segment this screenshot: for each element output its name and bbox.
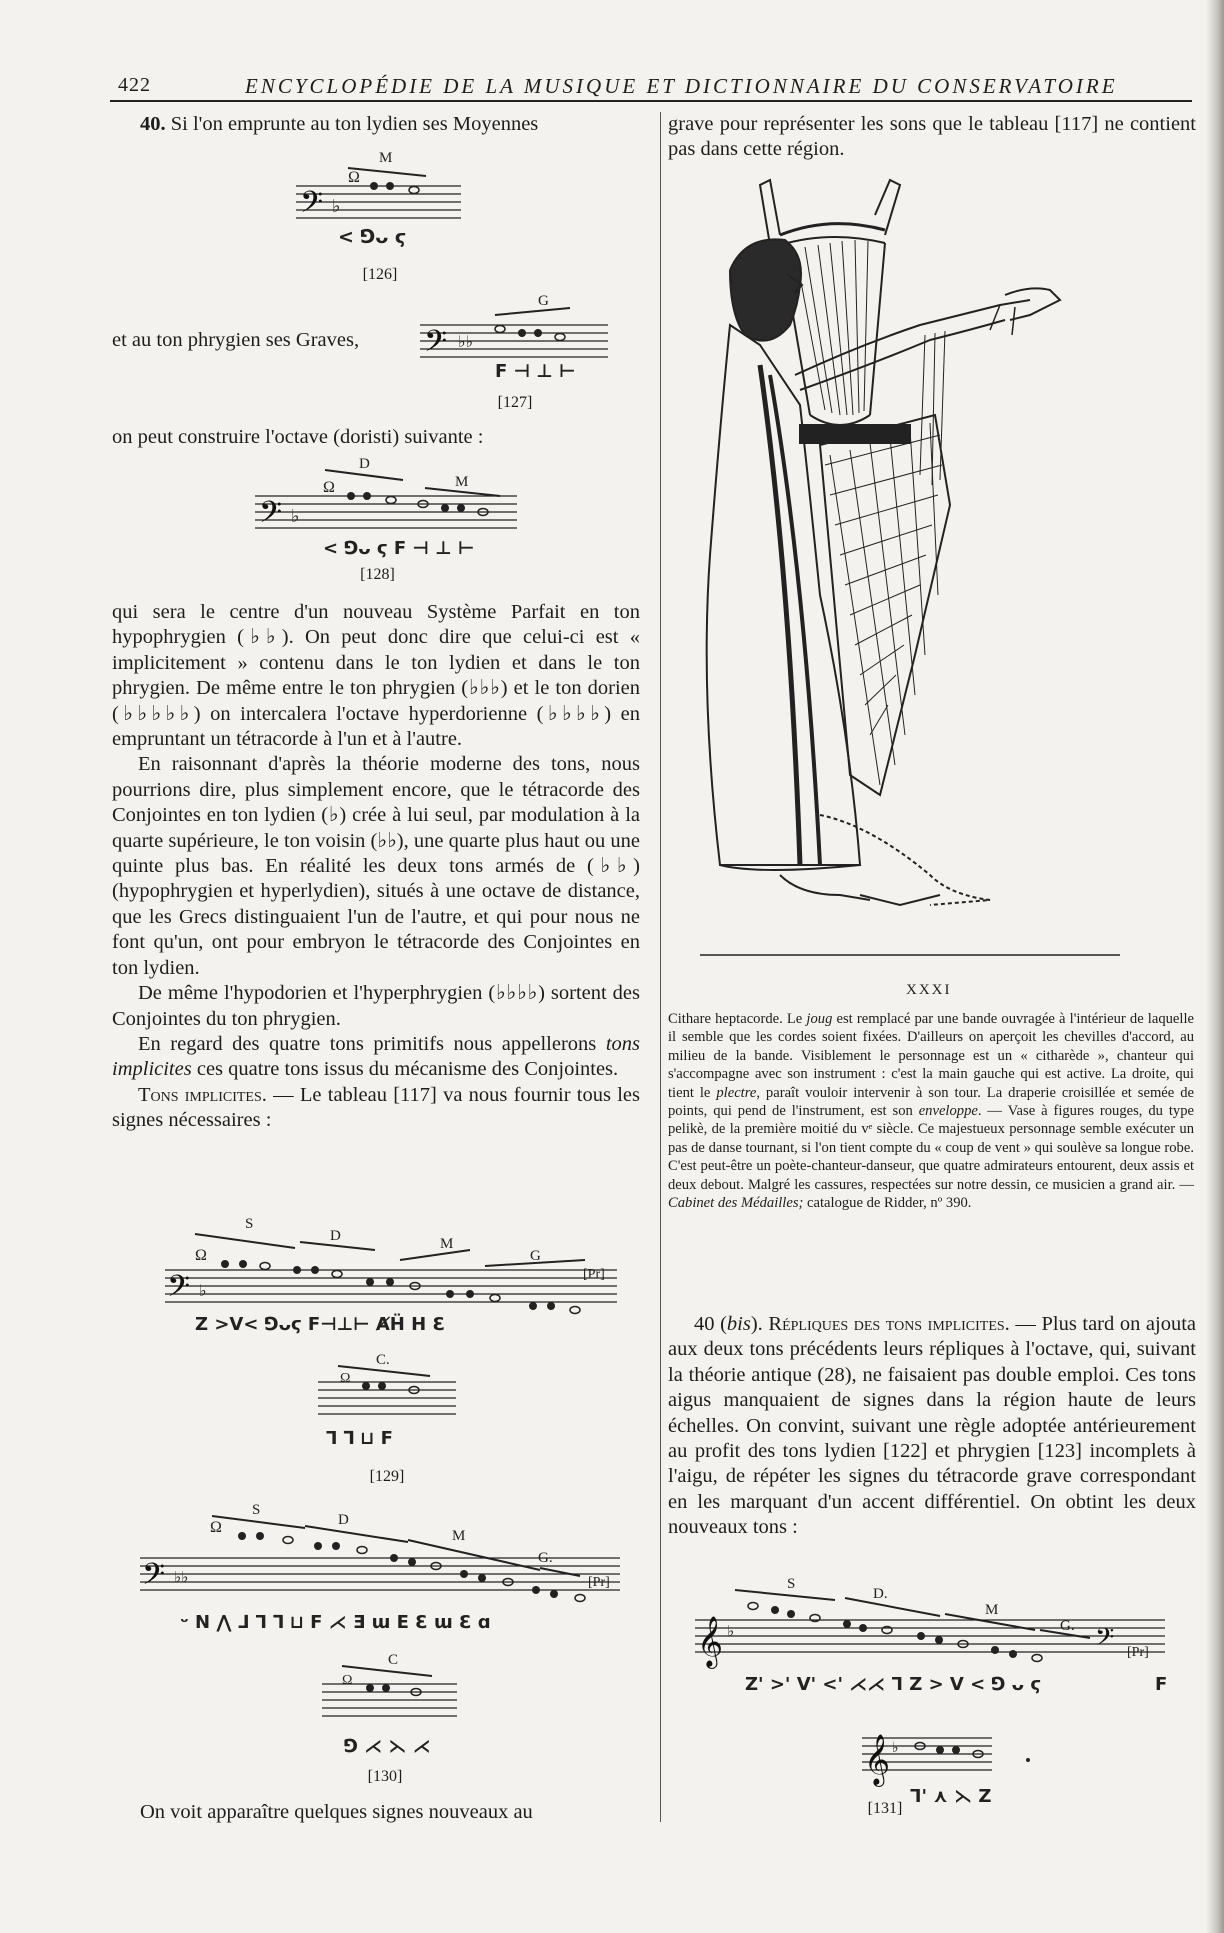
- proslambanomenos-tag: [Pr]: [583, 1267, 605, 1282]
- notation-signs: ᵕ N ⋀ ⅃ Ꞁ ⅂ ⊔ F ⋌ Ǝ ɯ E Ɛ ɯ Ɛ ɑ: [180, 1612, 491, 1633]
- svg-text:♭♭: ♭♭: [458, 332, 474, 351]
- tetrachord-letter: G: [530, 1248, 541, 1264]
- notation-signs: < ⅁ᴗ ϛ: [338, 226, 407, 248]
- running-header: [110, 70, 1192, 102]
- notation-signs: Ꞁ' ⋏ ⋋ Z: [910, 1786, 992, 1807]
- proslambanomenos-tag: [Pr]: [588, 1575, 610, 1590]
- example-label: [126]: [362, 266, 398, 283]
- paragraph: qui sera le centre d'un nouveau Système Parfait en ton hypophrygien (♭♭). On peut donc dire que celui-ci est « implicitement » contenu dans le ton lydien et dans le ton phrygien. De même entre le ton phrygien (♭♭♭) et le ton dorien (♭♭♭♭♭) on intercalera l'octave hyperdorienne (♭♭♭♭) en empruntant un tétracorde à l'un et à l'autre.: [112, 601, 640, 751]
- music-example-129: [318, 1352, 456, 1452]
- tetrachord-letter: G: [538, 293, 549, 309]
- svg-text:♭: ♭: [332, 196, 341, 217]
- paragraph: De même l'hypodorien et l'hyperphrygien (♭♭♭♭) sortent des Conjointes du ton phrygien.: [112, 982, 640, 1030]
- tetrachord-letter: S: [787, 1576, 796, 1592]
- tetrachord-letter: M: [440, 1236, 454, 1252]
- tetrachord-letter: G.: [538, 1550, 553, 1566]
- svg-text:𝄢: 𝄢: [142, 1558, 166, 1599]
- notation-signs: Ꞁ ⅂ ⊔ F: [326, 1428, 393, 1449]
- svg-text:Ω: Ω: [348, 169, 360, 186]
- notation-sign-final: F: [1155, 1674, 1168, 1695]
- tetrachord-letter: M: [455, 474, 469, 490]
- paragraph-tons-implicites: En regard des quatre tons primitifs nous appellerons tons implicites ces quatre tons issus du mécanisme des Conjointes.: [112, 1032, 640, 1081]
- paragraph-number: 40.: [140, 113, 166, 135]
- tetrachord-letter: C: [388, 1652, 399, 1668]
- svg-text:𝄢: 𝄢: [300, 186, 324, 227]
- svg-text:𝄢: 𝄢: [167, 1270, 191, 1311]
- tetrachord-letter: D: [338, 1512, 349, 1528]
- example-label: [131]: [867, 1800, 903, 1817]
- tetrachord-letter: M: [452, 1528, 466, 1544]
- subsection-heading: Tons implicites.: [138, 1083, 267, 1106]
- tetrachord-letter: S: [252, 1502, 261, 1518]
- proslambanomenos-tag: [Pr]: [1127, 1645, 1149, 1660]
- paragraph-40-bis: 40 (bis). Répliques des tons implicites. — Plus tard on ajouta aux deux tons précédents leurs répliques à l'octave, qui, suivant la théorie antique (28), ne faisaient pas double emploi. Ces tons aigus manquaient de signes dans la région haute de leurs échelles. On convint, suivant une règle adoptée antérieurement au profit des tons lydien [122] et phrygien [123] incomplets à l'aigu, de répéter les signes du tétracorde grave correspondant en les marquant d'un accent différentiel. On obtint les deux nouveaux tons :: [668, 1313, 1197, 1539]
- tetrachord-letter: G.: [1060, 1618, 1075, 1634]
- citharede-illustration: [700, 175, 1170, 975]
- music-example-130: [322, 1648, 457, 1760]
- right-column-top-text: grave pour représenter les sons que le tableau [117] ne contient pas dans cette région.: [668, 113, 1196, 161]
- tetrachord-letter: M: [985, 1602, 999, 1618]
- column-divider: [660, 112, 661, 1822]
- music-example-127: [420, 295, 608, 385]
- tetrachord-letter: D: [330, 1228, 341, 1244]
- paragraph-text: Si l'on emprunte au ton lydien ses Moyennes: [170, 113, 539, 135]
- svg-text:♭: ♭: [199, 1281, 207, 1300]
- music-example-128: [255, 458, 517, 558]
- example-label: [127]: [497, 394, 533, 411]
- running-title: ENCYCLOPÉDIE DE LA MUSIQUE ET DICTIONNAIRE DU CONSERVATOIRE: [245, 74, 1118, 98]
- svg-text:Ω: Ω: [195, 1247, 207, 1264]
- figure-title: XXXI: [906, 982, 952, 998]
- example-label: [130]: [367, 1768, 403, 1785]
- svg-text:𝄞: 𝄞: [697, 1616, 724, 1667]
- tetrachord-letter: S: [245, 1216, 254, 1232]
- notation-signs: < ⅁ᴗ ϛ F ⊣ ⊥ ⊢: [323, 538, 475, 559]
- svg-text:𝄢: 𝄢: [1095, 1623, 1115, 1658]
- svg-text:♭: ♭: [727, 1622, 735, 1640]
- svg-text:Ω: Ω: [323, 479, 335, 496]
- svg-text:Ω: Ω: [342, 1673, 353, 1688]
- tetrachord-letter: C.: [376, 1352, 390, 1368]
- body-text-left: [112, 600, 640, 1134]
- tetrachord-letter: M: [379, 150, 393, 166]
- svg-text:Ω: Ω: [340, 1371, 351, 1386]
- notation-signs: F ⊣ ⊥ ⊢: [495, 361, 576, 382]
- tetrachord-letter: D: [359, 456, 370, 472]
- subsection-heading: Répliques des tons implicites.: [762, 1313, 1010, 1335]
- svg-text:𝄢: 𝄢: [424, 325, 448, 366]
- example-label: [128]: [360, 566, 395, 583]
- paragraph-40-opening: [140, 112, 645, 137]
- svg-text:𝄢: 𝄢: [259, 496, 283, 537]
- left-column-last-line: On voit apparaître quelques signes nouveaux au: [140, 1801, 533, 1823]
- music-example-extended-scale: [140, 1500, 620, 1642]
- notation-signs: Z' >' V' <' ⋌⋌ Ꞁ Z > V < ⅁ ᴗ ϛ: [745, 1674, 1041, 1695]
- page-number: 422: [118, 74, 151, 96]
- svg-text:♭: ♭: [892, 1740, 899, 1756]
- svg-text:♭: ♭: [291, 506, 300, 527]
- svg-text:Ω: Ω: [210, 1519, 222, 1536]
- paragraph: En raisonnant d'après la théorie moderne des tons, nous pourrions dire, plus simplement encore, que le tétracorde des Conjointes en ton lydien (♭) crée à lui seul, par modulation à la quarte supérieure, le ton voisin (♭♭), une quarte plus haut ou une quinte plus bas. En réalité les deux tons armés de (♭♭) (hypophrygien et hyperlydien), situés à une octave de distance, que les Grecs distinguaient l'un de l'autre, et qui pour nous ne font qu'un, ont pour embryon le tétracorde des Conjointes en ton lydien.: [112, 753, 640, 979]
- svg-text:𝄞: 𝄞: [864, 1734, 891, 1785]
- example-label: [129]: [369, 1468, 405, 1485]
- doristi-text: on peut construire l'octave (doristi) suivante :: [112, 426, 484, 448]
- book-spine-shadow: [1206, 0, 1224, 1933]
- subsection-tons-implicites: Tons implicites. — Le tableau [117] va nous fournir tous les signes nécessaires :: [112, 1083, 640, 1132]
- svg-text:♭♭: ♭♭: [174, 1568, 189, 1586]
- music-example-treble-scale: [695, 1572, 1168, 1704]
- tetrachord-letter: D.: [873, 1586, 888, 1602]
- notation-signs: ⅁ ⋌ ⋋ ⋌: [344, 1736, 431, 1757]
- notation-signs: Z >V< ⅁ᴗϛ F⊣⊥⊢ ȺḦ H Ɛ: [195, 1314, 445, 1335]
- graves-text: et au ton phrygien ses Graves,: [112, 329, 360, 351]
- paragraph-number: 40 (bis).: [694, 1313, 763, 1335]
- emphasis: tons implicites: [112, 1032, 640, 1081]
- music-example-full-scale: [165, 1208, 617, 1335]
- figure-caption: Cithare heptacorde. Le joug est remplacé par une bande ouvragée à l'intérieur de laquelle il semble que les cordes soient fixées. D'ailleurs on aperçoit les chevilles d'accord, au milieu de la bande. Visiblement le personnage est un « citharède », chanteur qui s'accompagne avec son instrument : c'est la main gauche qui est active. La droite, qui tient le plectre, paraît vouloir intervenir à son tour. La draperie croisillée et semée de points, qui pend de l'instrument, est son enveloppe. — Vase à figures rouges, du type pelikè, de la première moitié du vᵉ siècle. Ce majestueux personnage semble exécuter un pas de danse tournant, si l'on tient compte du « coup de vent » qui soulève sa longue robe. C'est peut-être un poète-chanteur-danseur, que quatre admirateurs entourent, deux assis et deux debout. Malgré les cassures, respectées sur notre dessin, ce musicien a grand air. — Cabinet des Médailles; catalogue de Ridder, nº 390.: [668, 1011, 1194, 1212]
- music-example-126: [296, 148, 461, 248]
